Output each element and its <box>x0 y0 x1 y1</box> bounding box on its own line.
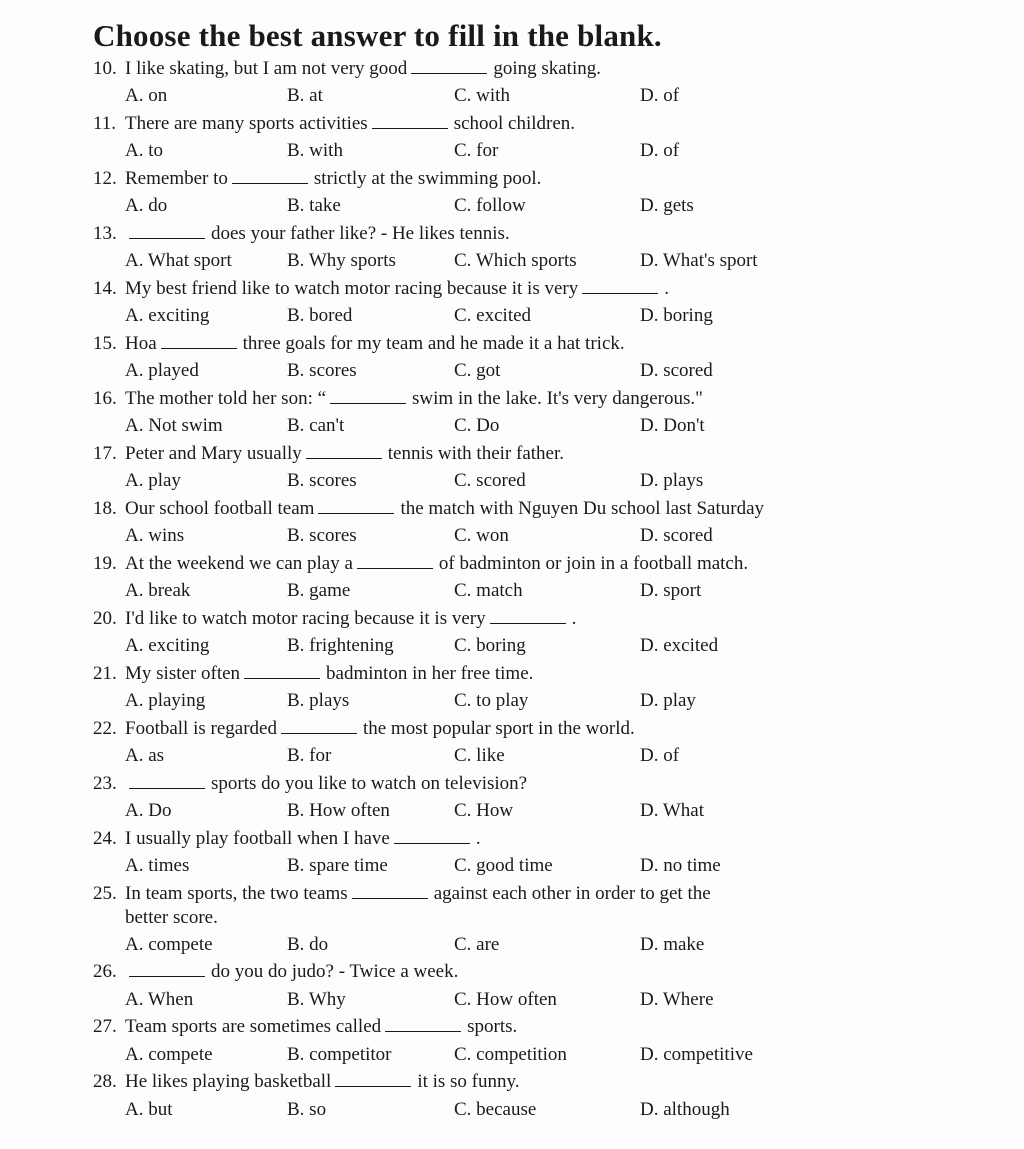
option-a: A. as <box>125 745 165 766</box>
question-text-after-blank: it is so funny. <box>417 1071 520 1092</box>
question-text-after-blank: of badminton or join in a football match. <box>438 553 749 574</box>
question-text-after-blank: badminton in her free time. <box>326 663 534 684</box>
option-c: C. with <box>454 85 510 106</box>
question-number: 19. <box>93 553 117 574</box>
option-a: A. Not swim <box>125 415 223 436</box>
question-number: 21. <box>93 663 117 684</box>
option-c: C. Which sports <box>454 250 577 271</box>
option-a: A. do <box>125 195 168 216</box>
question-text-before-blank: The mother told her son: “ <box>125 388 327 409</box>
question-26 <box>93 960 458 984</box>
question-number: 17. <box>93 443 117 464</box>
option-a: A. break <box>125 580 191 601</box>
option-d: D. no time <box>640 855 721 876</box>
option-c: C. excited <box>454 305 532 326</box>
question-text-before-blank: He likes playing basketball <box>125 1071 332 1092</box>
question-text-before-blank: I'd like to watch motor racing because it is very <box>125 608 486 629</box>
question-text-before-blank: Team sports are sometimes called <box>125 1016 382 1037</box>
option-b: B. scores <box>287 525 357 546</box>
option-d: D. Don't <box>640 415 705 436</box>
option-b: B. competitor <box>287 1044 392 1065</box>
question-number: 25. <box>93 883 117 904</box>
option-c: C. for <box>454 140 499 161</box>
options-row <box>0 139 1024 163</box>
option-b: B. for <box>287 745 332 766</box>
question-text-after-blank: swim in the lake. It's very dangerous." <box>412 388 703 409</box>
question-text-after-blank: against each other in order to get the <box>433 883 711 904</box>
options-row <box>0 414 1024 438</box>
option-d: D. play <box>640 690 696 711</box>
question-text-after-blank: going skating. <box>493 58 601 79</box>
answer-blank <box>306 444 382 459</box>
option-b: B. game <box>287 580 351 601</box>
question-number: 11. <box>93 113 117 134</box>
options-row <box>0 359 1024 383</box>
option-a: A. playing <box>125 690 206 711</box>
question-text-after-blank: . <box>571 608 577 629</box>
question-text-after-blank: the match with Nguyen Du school last Saturday <box>400 498 765 519</box>
answer-blank <box>490 609 566 624</box>
question-number: 18. <box>93 498 117 519</box>
option-d: D. Where <box>640 989 714 1010</box>
option-a: A. exciting <box>125 635 210 656</box>
answer-blank <box>335 1072 411 1087</box>
option-b: B. How often <box>287 800 390 821</box>
option-b: B. frightening <box>287 635 394 656</box>
question-text-before-blank: There are many sports activities <box>125 113 368 134</box>
answer-blank <box>232 169 308 184</box>
options-row <box>0 194 1024 218</box>
option-a: A. on <box>125 85 168 106</box>
options-row <box>0 799 1024 823</box>
question-number: 28. <box>93 1071 117 1092</box>
option-a: A. compete <box>125 1044 213 1065</box>
option-c: C. follow <box>454 195 526 216</box>
question-text-before-blank: I like skating, but I am not very good <box>125 58 408 79</box>
options-row <box>0 1098 1024 1122</box>
answer-blank <box>129 224 205 239</box>
option-b: B. take <box>287 195 341 216</box>
option-b: B. scores <box>287 470 357 491</box>
question-24 <box>93 827 481 851</box>
option-d: D. of <box>640 745 680 766</box>
option-d: D. sport <box>640 580 702 601</box>
question-text-after-blank: do you do judo? - Twice a week. <box>211 961 459 982</box>
option-d: D. plays <box>640 470 704 491</box>
options-row <box>0 84 1024 108</box>
answer-blank <box>281 719 357 734</box>
options-row <box>0 249 1024 273</box>
answer-blank <box>394 829 470 844</box>
option-a: A. play <box>125 470 181 491</box>
option-c: C. won <box>454 525 509 546</box>
question-text-before-blank: I usually play football when I have <box>125 828 390 849</box>
question-13 <box>93 222 510 246</box>
question-18 <box>93 497 764 521</box>
question-number: 15. <box>93 333 117 354</box>
question-16 <box>93 387 703 411</box>
options-row <box>0 304 1024 328</box>
answer-blank <box>161 334 237 349</box>
option-c: C. Do <box>454 415 500 436</box>
question-28 <box>93 1070 520 1094</box>
options-row <box>0 854 1024 878</box>
answer-blank <box>411 59 487 74</box>
option-a: A. wins <box>125 525 185 546</box>
question-text-before-blank: In team sports, the two teams <box>125 883 348 904</box>
option-a: A. times <box>125 855 190 876</box>
option-c: C. good time <box>454 855 553 876</box>
options-row <box>0 933 1024 957</box>
answer-blank <box>318 499 394 514</box>
options-row <box>0 1043 1024 1067</box>
option-c: C. scored <box>454 470 526 491</box>
option-c: C. How often <box>454 989 557 1010</box>
question-17 <box>93 442 564 466</box>
question-text-after-blank: sports do you like to watch on television? <box>211 773 528 794</box>
option-d: D. excited <box>640 635 719 656</box>
answer-blank <box>129 962 205 977</box>
option-c: C. are <box>454 934 500 955</box>
answer-blank <box>385 1017 461 1032</box>
option-a: A. exciting <box>125 305 210 326</box>
option-c: C. How <box>454 800 514 821</box>
question-11 <box>93 112 575 136</box>
option-a: A. to <box>125 140 163 161</box>
options-row <box>0 634 1024 658</box>
question-number: 27. <box>93 1016 117 1037</box>
question-text-before-blank: My sister often <box>125 663 241 684</box>
question-text-after-blank: . <box>475 828 481 849</box>
option-d: D. scored <box>640 360 713 381</box>
question-text-before-blank: Peter and Mary usually <box>125 443 302 464</box>
option-a: A. compete <box>125 934 213 955</box>
question-text-before-blank: My best friend like to watch motor racing because it is very <box>125 278 579 299</box>
answer-blank <box>330 389 406 404</box>
question-text-before-blank: At the weekend we can play a <box>125 553 353 574</box>
option-c: C. because <box>454 1099 537 1120</box>
question-number: 24. <box>93 828 117 849</box>
question-25 <box>93 882 711 930</box>
question-text-after-blank: does your father like? - He likes tennis. <box>211 223 510 244</box>
option-d: D. although <box>640 1099 730 1120</box>
options-row <box>0 988 1024 1012</box>
question-number: 10. <box>93 58 117 79</box>
answer-blank <box>582 279 658 294</box>
question-text-after-blank: three goals for my team and he made it a hat trick. <box>242 333 625 354</box>
option-b: B. Why sports <box>287 250 396 271</box>
option-c: C. match <box>454 580 523 601</box>
question-number: 12. <box>93 168 117 189</box>
question-number: 22. <box>93 718 117 739</box>
options-row <box>0 744 1024 768</box>
question-text-after-blank: tennis with their father. <box>387 443 564 464</box>
question-number: 13. <box>93 223 117 244</box>
question-10 <box>93 57 601 81</box>
option-b: B. spare time <box>287 855 388 876</box>
question-text-continued: better score. <box>125 907 218 928</box>
option-b: B. scores <box>287 360 357 381</box>
option-a: A. Do <box>125 800 172 821</box>
option-b: B. with <box>287 140 343 161</box>
option-a: A. but <box>125 1099 173 1120</box>
option-d: D. boring <box>640 305 713 326</box>
question-15 <box>93 332 625 356</box>
option-d: D. make <box>640 934 705 955</box>
option-d: D. competitive <box>640 1044 753 1065</box>
option-d: D. scored <box>640 525 713 546</box>
question-text-after-blank: strictly at the swimming pool. <box>313 168 542 189</box>
answer-blank <box>129 774 205 789</box>
question-12 <box>93 167 541 191</box>
question-number: 26. <box>93 961 117 982</box>
question-text-after-blank: sports. <box>467 1016 518 1037</box>
options-row <box>0 579 1024 603</box>
answer-blank <box>372 114 448 129</box>
option-c: C. to play <box>454 690 529 711</box>
option-b: B. at <box>287 85 323 106</box>
worksheet-title: Choose the best answer to fill in the blank. <box>93 18 662 53</box>
answer-blank <box>352 884 428 899</box>
option-a: A. played <box>125 360 199 381</box>
option-b: B. bored <box>287 305 353 326</box>
option-d: D. of <box>640 85 680 106</box>
question-text-before-blank: Hoa <box>125 333 157 354</box>
question-number: 14. <box>93 278 117 299</box>
question-22 <box>93 717 635 741</box>
option-c: C. like <box>454 745 505 766</box>
option-c: C. got <box>454 360 501 381</box>
option-c: C. competition <box>454 1044 567 1065</box>
answer-blank <box>357 554 433 569</box>
question-text-before-blank: Remember to <box>125 168 228 189</box>
option-a: A. What sport <box>125 250 232 271</box>
options-row <box>0 689 1024 713</box>
option-d: D. What's sport <box>640 250 758 271</box>
options-row <box>0 469 1024 493</box>
question-number: 23. <box>93 773 117 794</box>
option-c: C. boring <box>454 635 526 656</box>
question-23 <box>93 772 527 796</box>
question-number: 16. <box>93 388 117 409</box>
answer-blank <box>244 664 320 679</box>
question-text-after-blank: the most popular sport in the world. <box>362 718 635 739</box>
question-27 <box>93 1015 517 1039</box>
question-14 <box>93 277 669 301</box>
option-b: B. plays <box>287 690 350 711</box>
option-b: B. so <box>287 1099 327 1120</box>
question-number: 20. <box>93 608 117 629</box>
question-text-before-blank: Our school football team <box>125 498 315 519</box>
option-b: B. do <box>287 934 329 955</box>
option-d: D. gets <box>640 195 694 216</box>
question-21 <box>93 662 533 686</box>
option-b: B. Why <box>287 989 346 1010</box>
option-d: D. What <box>640 800 705 821</box>
options-row <box>0 524 1024 548</box>
question-text-after-blank: . <box>664 278 669 299</box>
option-a: A. When <box>125 989 194 1010</box>
question-text-after-blank: school children. <box>453 113 576 134</box>
question-19 <box>93 552 748 576</box>
question-text-before-blank: Football is regarded <box>125 718 277 739</box>
question-20 <box>93 607 576 631</box>
option-b: B. can't <box>287 415 345 436</box>
option-d: D. of <box>640 140 680 161</box>
